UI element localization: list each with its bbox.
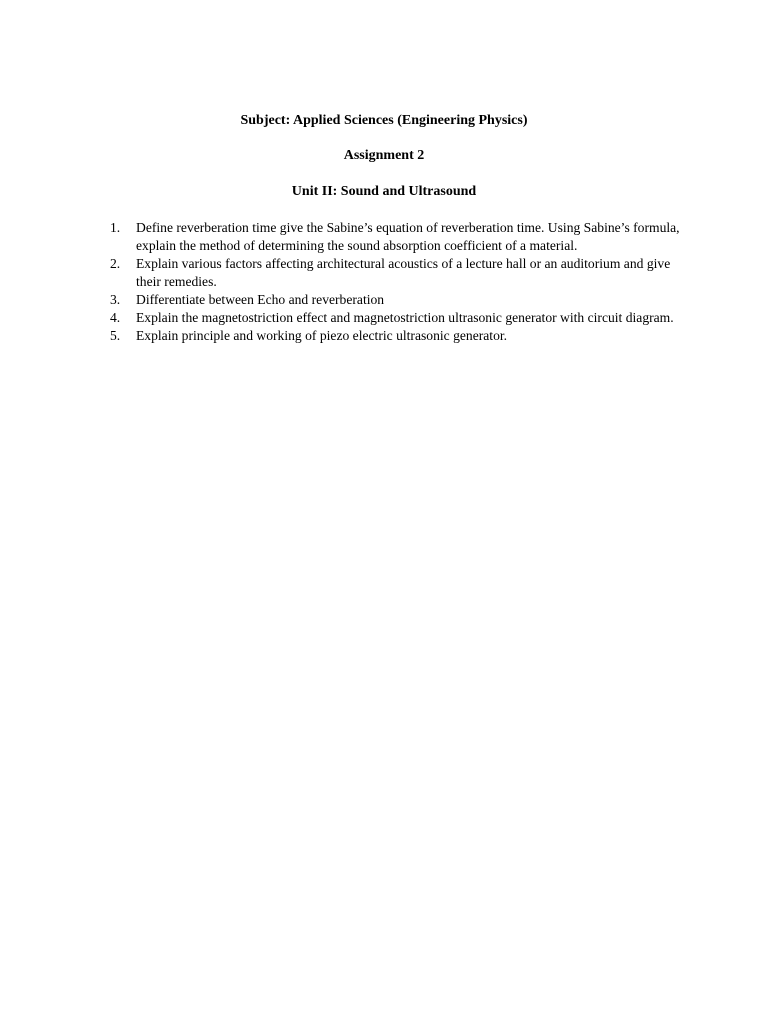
assignment-heading: Assignment 2 [343, 148, 425, 163]
question-number: 1. [110, 220, 121, 235]
unit-heading: Unit II: Sound and Ultrasound [291, 184, 477, 199]
question-item-4 [110, 309, 690, 327]
question-number: 4. [110, 310, 121, 325]
question-item-3 [110, 291, 690, 309]
question-list [110, 219, 690, 345]
question-number: 5. [110, 328, 121, 343]
question-text: Explain various factors affecting architectural acoustics of a lecture hall or an auditorium and give their remedies. [136, 256, 671, 289]
question-item-1 [110, 219, 690, 255]
subject-heading: Subject: Applied Sciences (Engineering Physics) [240, 113, 528, 128]
question-number: 2. [110, 256, 121, 271]
question-item-5 [110, 327, 690, 345]
question-text: Explain the magnetostriction effect and magnetostriction ultrasonic generator with circuit diagram. [136, 310, 674, 325]
question-text: Explain principle and working of piezo electric ultrasonic generator. [136, 328, 508, 343]
question-text: Define reverberation time give the Sabine’s equation of reverberation time. Using Sabine’s formula, explain the method of determining the sound absorption coefficient of a material. [136, 220, 680, 253]
question-text: Differentiate between Echo and reverberation [136, 292, 385, 307]
question-number: 3. [110, 292, 121, 307]
question-item-2 [110, 255, 690, 291]
